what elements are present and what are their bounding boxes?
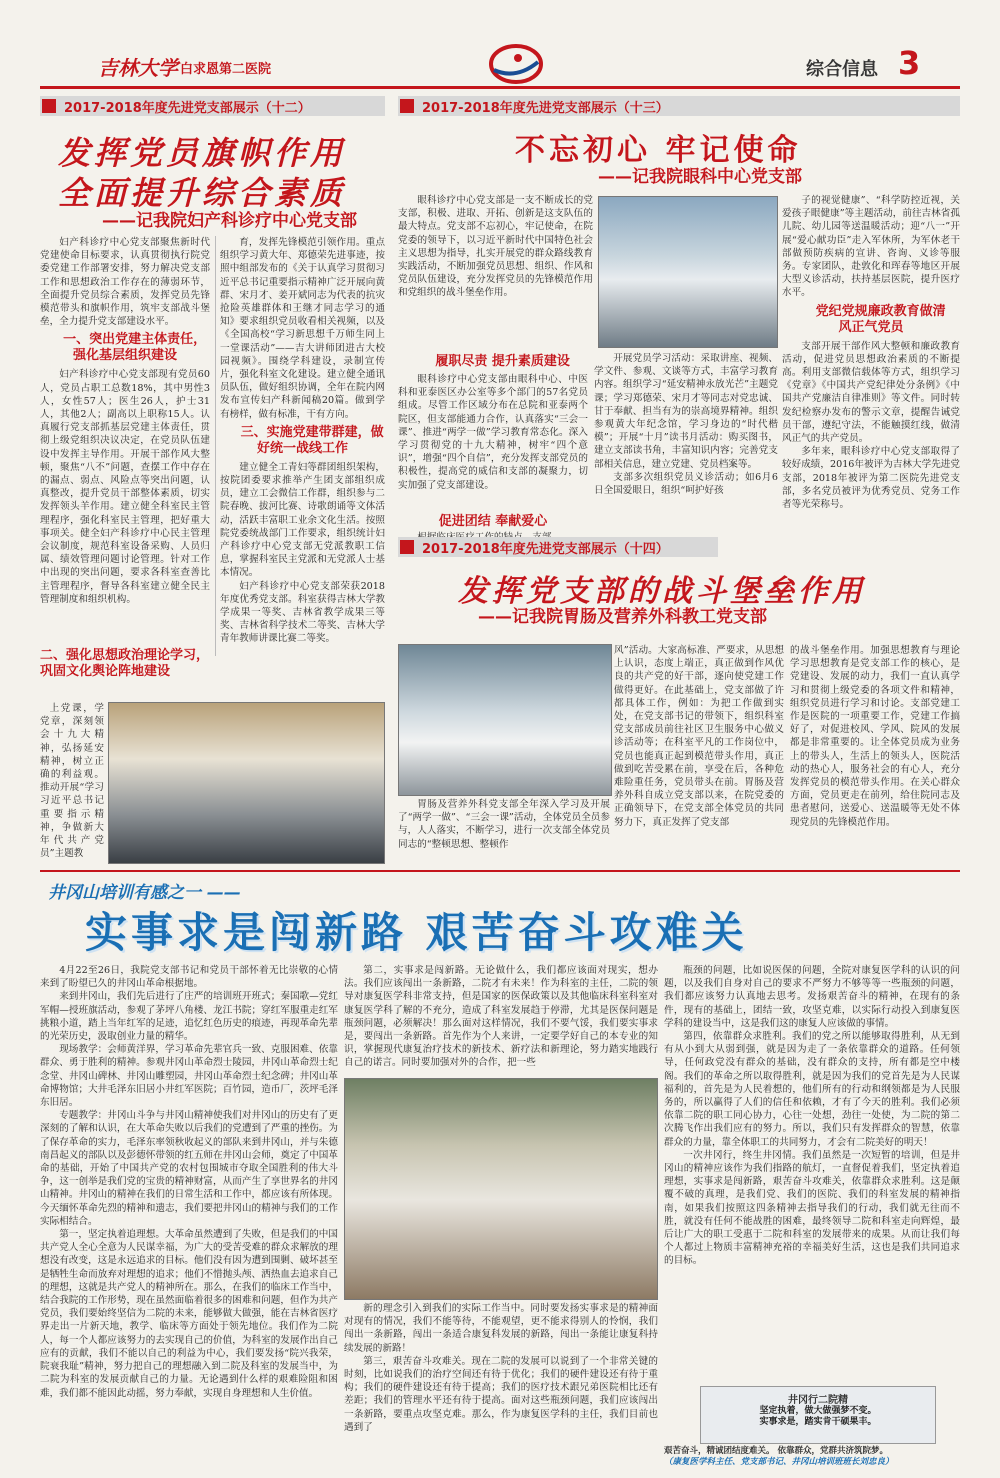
a12-intro: 妇产科诊疗中心党支部聚焦新时代党建使命目标要求，认真贯彻执行院党委党建工作部署安排，努力解决党支部工作和思想政治工作存在的薄弱环节，全面提升党员综合素质，发挥党员先锋模范带头和旗帜作用，筑牢支部战斗堡垒，全力提升党支部建设水平。 (40, 237, 210, 328)
a12-col1-tail: 上党课，学党章，深刻领会十九大精神，弘扬延安精神，树立正确的利益观。推动开展“学习习近平总书记重要指示精神，争做新大年代共产党员”主题教 (40, 703, 104, 860)
f-col1-d: 专题教学：井冈山斗争与井冈山精神使我们对井冈山的历史有了更深刻的了解和认识，在大革命失败以后我们的党遭到了严重的挫伤。为了保存革命的实力，毛泽东率领秋收起义的部队来到井冈山，并与朱德南昌起义的部队以及彭德怀带领的红五师在井冈山会师，奠定了中国革命的基础，开始了中国共产党的农村包围城市夺取全国胜利的伟大斗争，这一创举是我们党的宝贵的精神财富，从而产生了享世界名的井冈山精神。井冈山的精神在我们的日常生活和工作中，都应该有所体现。今天缅怀革命先烈的精神和遗志，我们要把井冈山的精神与我们的工作实际相结合。 (40, 1110, 338, 1227)
a12-h3: 三、实施党建带群建，做好统一战线工作 (240, 424, 384, 456)
feature-col2-top: 第二，实事求是闯新路。无论做什么，我们都应该面对现实，想办法。我们应该闯出一条新路，二院才有未来！作为科室的主任，二院的领导对康复医学科非常支持，但是国家的医保政策以及其他临床科室科室对康复医学科了解的不充分，造成了科室发展趋于停滞，尤其是医保问题是瓶颈问题，必须解决！那么面对这样情况，我们不要气馁，我们要实事求是，要闯出一条新路。首先作为个人来讲，一定要学好自己的本专业的知识，掌握现代康复治疗技术的新技术、新疗法和新理论，努力踏实地践行自己的诺言。同时要加强对外的合作，把一些 (344, 965, 658, 1069)
feature-col1 (40, 964, 338, 1452)
a14-col3: 的战斗堡垒作用。加强思想教育与理论学习思想教育是党支部工作的核心，是党建设、发展的动力，我们一直认真学习和贯彻上级党委的各项文件和精神，组织党员进行学习和讨论。支部党建工作是医院的一项重要工作，党建工作搞好了，对促进校风、学风、院风的发展都是非常重要的。让全体党员成为业务上的带头人，生活上的领头人，医院活动的热心人，服务社会的有心人，充分发挥党员的模范带头作用。在关心群众方面，党员更走在前列，给住院同志及患者慰问，送爱心、送温暖等无处不体现党员的先锋模范作用。 (790, 645, 960, 828)
a13-col1-body: 眼科诊疗中心党支部由眼科中心、中医科和亚泰医区办公室等多个部门的57名党员组成。尽管工作区域分布在总院和亚泰两个院区，但支部能通力合作，认真落实“三会一课”、推进“两学一做”学习教育常态化。深入学习贯彻党的十九大精神，树牢“四个意识”，增强“四个自信”，充分发挥支部党员的积极性，提高党的威信和支部的凝聚力，切实加强了党支部建设。 (398, 374, 588, 491)
poem-line-1: 坚定执着，做大做强梦不变。 (759, 1406, 877, 1416)
article13-title: 不忘初心 牢记使命 (515, 133, 802, 168)
f-col3-b: 第四，依靠群众求胜利。我们的党之所以能够取得胜利，从无到有从小到大从弱到强，就是因为走了一条依靠群众的道路。任何领导，任何政党没有群众的基础，没有群众的支持，所有都是空中楼阁。我们的革命之所以取得胜利，就是因为我们的党首先是为人民谋福利的，首先是为人民着想的，他们所有的行动和纲领都是为人民服务的，所以赢得了人们的信任和依赖，才有了今天的胜利。我们必须依靠二院的职工同心协力，心往一处想，劲往一处使，为二院的第二次腾飞作出我们应有的努力。所以，我们只有发挥群众的智慧，依靠群众的力量，靠全体职工的共同努力，才会有二院美好的明天！ (664, 1031, 960, 1148)
feature-col2-bottom (344, 1302, 658, 1454)
page-number: 3 (898, 44, 921, 82)
poem-lines-extra (664, 1446, 960, 1468)
section-name: 综合信息 (806, 59, 878, 80)
masthead-rule (40, 86, 960, 89)
f-col2-mid: 新的理念引入到我们的实际工作当中。同时要发扬实事求是的精神面对现有的情况，我们不能等待，不能观望，更不能求得别人的怜悯，我们闯出一条新路，闯出一条适合康复科发展的新路，闯出一条能让康复科持续发展的新路！ (344, 1303, 658, 1354)
photo-surgery-team (398, 644, 612, 796)
masthead (0, 0, 1000, 92)
article13-subtitle: ——记我院眼科中心党支部 (598, 167, 802, 187)
a13-col3-end: 多年来，眼科诊疗中心党支部取得了较好成绩，2016年被评为吉林大学先进党支部，2018年被评为第二医院先进党支部，多名党员被评为优秀党员、党务工作者等光荣称号。 (782, 446, 960, 511)
a13-col2-body: 开展党员学习活动：采取讲座、视频、学文件、参观、文谈等方式，丰富学习教育内容。组织学习“延安精神永放光芒”主题党课；学习郑德荣、宋月才等同志对党忠诚、甘于奉献、担当有为的崇高境界精神。组织参观黄大年纪念馆，学习身边的“时代楷模”；开展“十月”读书月活动：购买图书，建立支部读书角，丰富知识内容；完善党支部相关信息，建立党建、党员档案等。 (594, 353, 778, 470)
a13-col2-end: 支部多次组织党员义诊活动；如6月6日全国爱眼日，组织“呵护好孩 (594, 471, 778, 497)
a13-col1-lower (398, 352, 588, 520)
a13-col2 (594, 352, 778, 546)
feature-col3 (664, 964, 960, 1384)
article14-title: 发挥党支部的战斗堡垒作用 (458, 574, 866, 609)
article12-col1 (40, 236, 210, 656)
series-label-12: 2017-2018年度先进党支部展示（十二） (64, 100, 311, 116)
series-bar-14b (398, 537, 718, 557)
article12-col2 (220, 236, 385, 666)
photo-jinggangshan-training (344, 1078, 658, 1300)
a14-col2: 风”活动。大家高标准、严要求，从思想上认识，态度上端正，真正做到作风优良的共产党的好干部，逐向使党建工作做得更好。在此基础上，党支部做了许都具体工作，例如：为把工作做到实处，在党支部书记的带领下，组织科室党支部成员前往社区卫生服务中心做义诊活动等；在科室平凡的工作岗位中，党员也能真正起到模范带头作用，真正做到吃苦受累在前，享受在后，各种危难险重任务，党员带头在前。胃肠及营养外科自成立党支部以来，在院党委的正确领导下，在党支部全体党员的共同努力下，真正发挥了党支部 (614, 645, 784, 828)
a13-col3-body: 支部开展干部作风大整顿和廉政教育活动，促进党员思想政治素质的不断提高。利用支部微信载体等方式，组织学习《党章》《中国共产党纪律处分条例》《中国共产党廉洁自律准则》等文件。同时转发纪检察办发布的警示文章，提醒告诫党员干部，遵纪守法，不能触摸红线，做清风正气的共产党员。 (782, 340, 960, 445)
article12-title-2: 全面提升综合素质 (58, 174, 347, 212)
poem-box (700, 1386, 936, 1444)
hospital-name: 白求恩第二医院 (180, 62, 272, 77)
feature-title: 实事求是闯新路 艰苦奋斗攻难关 (85, 908, 748, 957)
feature-author: （康复医学科主任、党支部书记、井冈山培训班班长刘忠良） (664, 1457, 894, 1467)
a13-col3-top: 子的视觉健康”、“科学防控近视，关爱孩子眼健康”等主题活动，前往吉林省孤儿院、幼儿园等送温暖活动；迎“八一”开展“爱心献功臣”走入军休所，为军休老干部做预防疾病的宣讲、咨询、义诊等服务。专家团队，赴敦化和珲春等地区开展大型义诊活动，扶持基层医院，提升医疗水平。 (782, 195, 960, 299)
a12-col2-mid: 建立健全工青妇等群团组织架构，按院团委要求推举产生团支部组织成员，建立工会微信工作群，组织参与二院春晚、拔河比赛、诗歌朗诵等文体活动，活跃丰富职工业余文化生活。按照院党委统战部门工作要求，组织统计妇产科诊疗中心党支部无党派教职工信息，掌握科室民主党派和无党派人士基本情况。 (220, 461, 385, 579)
article12-subtitle: ——记我院妇产科诊疗中心党支部 (102, 211, 357, 231)
a12-body1: 妇产科诊疗中心党支部现有党员60人，党员占职工总数18%，其中男性3人，女性57人；医生26人，护士31人，其他2人；副高以上职称15人。认真履行党支部抓基层党建主体责任，贯彻上级党组织决议决定，在党员队伍建设中发挥主导作用。开展干部作风大整顿，聚焦“八不”问题，查摆工作中存在的漏点、弱点、风险点等突出问题，认真整改，提升党员干部整体素质，切实发挥领头羊作用。建立健全科室民主管理程序，强化科室民主管理，把好重大事项关。健全妇产科诊疗中心民主管理会议制度，规范科室设备采购、人员归属、绩效管理问题讨论管理。针对工作中出现的突出问题，要求各科室查善比主管理程序，督导各科室建立健全民主管理制度和组织机构。 (40, 369, 210, 605)
f-col1-c: 现场教学：会师黄洋界，学习革命先辈官兵一致、克服困难、依靠群众、勇于胜利的精神。参观井冈山革命烈士陵园，井冈山革命烈士纪念堂、井冈山碑林、井冈山雕塑园，井冈山革命烈士纪念碑；井冈山革命博物馆；大井毛泽东旧居小井红军医院；百竹园，造币厂，茨坪毛泽东旧居。 (40, 1044, 338, 1109)
series-bar-12 (40, 96, 385, 116)
photo-training-classroom (108, 702, 385, 864)
series-label-14: 2017-2018年度先进党支部展示（十四） (422, 541, 669, 557)
poem-line-3b: 艰苦奋斗，精诚团结度难关。 (664, 1446, 775, 1456)
a12-col2-end: 妇产科诊疗中心党支部荣获2018年度优秀党支部。科室获得吉林大学教学成果一等奖、吉林省教学成果三等奖、吉林省科学技术二等奖、吉林大学青年教师讲课比赛二等奖。 (220, 580, 385, 645)
article12-title-1: 发挥党员旗帜作用 (58, 134, 347, 172)
f-col2-end: 第三，艰苦奋斗攻难关。现在二院的发展可以说到了一个非常关键的时刻，比如说我们的治疗空间还有待于优化；我们的硬件建设还有待于重构；我们的硬件建设还有待于提高；我们的医疗技术跟兄弟医院相比还有差距；我们的管理水平还有待于提高。面对这些瓶颈问题，我们应该闯出一条新路，要重点攻坚克难。那么，作为康复医学科的主任，我们目前也遇到了 (344, 1355, 658, 1433)
f-col1-e: 第一，坚定执着追理想。大革命虽然遭到了失败，但是我们的中国共产党人全心全意为人民谋幸福，为广大的受苦受难的群众求解放的理想没有改变，这是永远追求的目标。他们没有因为遭到围剿、破坏甚至是牺牲生命而放弃对理想的追求；他们不惜抛头颅、洒热血去追求自己的理想，这就是共产党人的精神所在。那么，在我们的临床工作当中，结合我院的工作形势，现在虽然面临着很多的困难和问题，但作为共产党员，我们要始终坚信为二院的未来，能够做大做强，能在吉林省医疗界走出一片新天地，教学、临床等方面处于领先地位。我们作为二院人，每一个人都应该努力的去实现自己的价值，为科室的发展作出自己应有的贡献，我们不能以自己的利益为中心，我们要发扬“院兴我荣，院衰我耻”精神，努力把自己的理想融入到二院及科室的发展当中，为二院为科室的发展贡献自己的力量。无论遇到什么样的艰难险阻和困难，我们都不能因此动摇，努力奉献，实现自身理想和人生价值。 (40, 1229, 338, 1399)
f-col1-a: 4月22至26日，我院党支部书记和党员干部怀着无比崇敬的心情来到了盼望已久的井冈山革命根据地。 (40, 965, 338, 990)
feature-kicker: 井冈山培训有感之一 —— (48, 883, 241, 903)
a13-h1: 履职尽责 提升素质建设 (435, 354, 570, 369)
photo-eye-center-team (598, 196, 778, 348)
poem-line-2: 实事求是，踏实肯干硕果丰。 (759, 1417, 877, 1427)
poem-line-4: 依靠群众，党群共济筑院梦。 (777, 1446, 888, 1456)
a13-h3: 党纪党规廉政教育做清风正气党员 (815, 303, 946, 335)
series-bar-13 (398, 96, 960, 116)
a13-h2: 促进团结 奉献爱心 (438, 514, 548, 529)
brand-logo: 吉林大学 (98, 56, 178, 80)
a12-h2: 二、强化思想政治理论学习，巩固文化舆论阵地建设 (40, 648, 210, 679)
f-col3-c: 一次井冈行，终生井冈情。我们虽然是一次短暂的培训，但是井冈山的精神应该作为我们指路的航灯，一直督促着我们，坚定执着追理想，实事求是闯新路，艰苦奋斗攻难关，依靠群众求胜利。这是颠覆不破的真理，是我们党、我们的医院、我们的科室发展的精神指南，如果我们按照这四条精神去指导我们的行动，我们就无往而不胜，就没有任何不能战胜的困难，最终领导二院和科室走向辉煌，最后让广大的职工受惠于二院和科室的发展带来的成果。从而让我们每个人都过上物质丰富精神充裕的幸福美好生活，这也是我们共同追求的目标。 (664, 1149, 960, 1267)
series-label-13: 2017-2018年度先进党支部展示（十三） (422, 100, 669, 116)
masthead-emblem-icon (488, 44, 544, 84)
article14-subtitle: ——记我院胃肠及营养外科教工党支部 (478, 607, 767, 627)
poem-title: 井冈行二院精 (788, 1395, 848, 1406)
f-col1-b: 来到井冈山，我们先后进行了庄严的培训班开班式；秦国歌—党红军帽—授班旗活动，参观了茅坪八角楼、龙江书院；穿红军服重走红军挑粮小道，踏上当年红军的足迹，追忆红色历史的痕迹，再现革命先辈的光荣历史，汲取创业力量的精华。 (40, 991, 338, 1043)
a13-col3 (782, 194, 960, 546)
a13-col1-top: 眼科诊疗中心党支部是一支不断成长的党支部，积极、进取、开拓、创新是这支队伍的最大特点。党支部不忘初心，牢记使命，在院党委的领导下，以习近平新时代中国特色社会主义思想为指导，扎实开展党的群众路线教育实践活动，不断加强党员思想、组织、作风和党员队伍建设，充分发挥党员的先锋模范作用和党组织的战斗堡垒作用。 (398, 195, 593, 299)
f-col3-top: 瓶颈的问题，比如说医保的问题，全院对康复医学科的认识的问题，以及我们自身对自己的要求不严努力不够等等一些瓶颈的问题，我们都应该努力认真地去思考。发扬艰苦奋斗的精神，在现有的条件，现有的基础上，团结一致，攻坚克难，以实际行动投入到康复医学科的建设当中，这是我们这的康复人应该做的事情。 (664, 965, 960, 1029)
feature-divider (40, 870, 960, 872)
a12-col2-top: 育，发挥先锋模范引领作用。重点组织学习黄大年、郑德荣先进事迹，按照中组部发布的《关于认真学习贯彻习近平总书记重要指示精神广泛开展向黄群、宋月才、姜开斌同志为代表的抗灾抢险英雄群体和王继才同志学习的通知》要求组织党员收看相关视频，以及《全国高校“学习新思想千万师生同上一堂课活动”——吉大讲师团进古大校园视频》。围绕学科建设，录制宣传片，强化科室文化建设。建立健全通讯员队伍，做好组织协调，全年在院内网发布宣传妇产科新闻稿20篇。做到学有榜样，做有标准，干有方向。 (220, 237, 385, 420)
a14-col1: 胃肠及营养外科党支部全年深入学习及开展了“两学一做”、“三会一课”活动，全体党员全员参与，人人落实，不断学习，进行一次支部全体党员同志的“整顿思想、整顿作 (398, 799, 610, 850)
a12-h1: 一、突出党建主体责任，强化基层组织建设 (63, 332, 207, 364)
